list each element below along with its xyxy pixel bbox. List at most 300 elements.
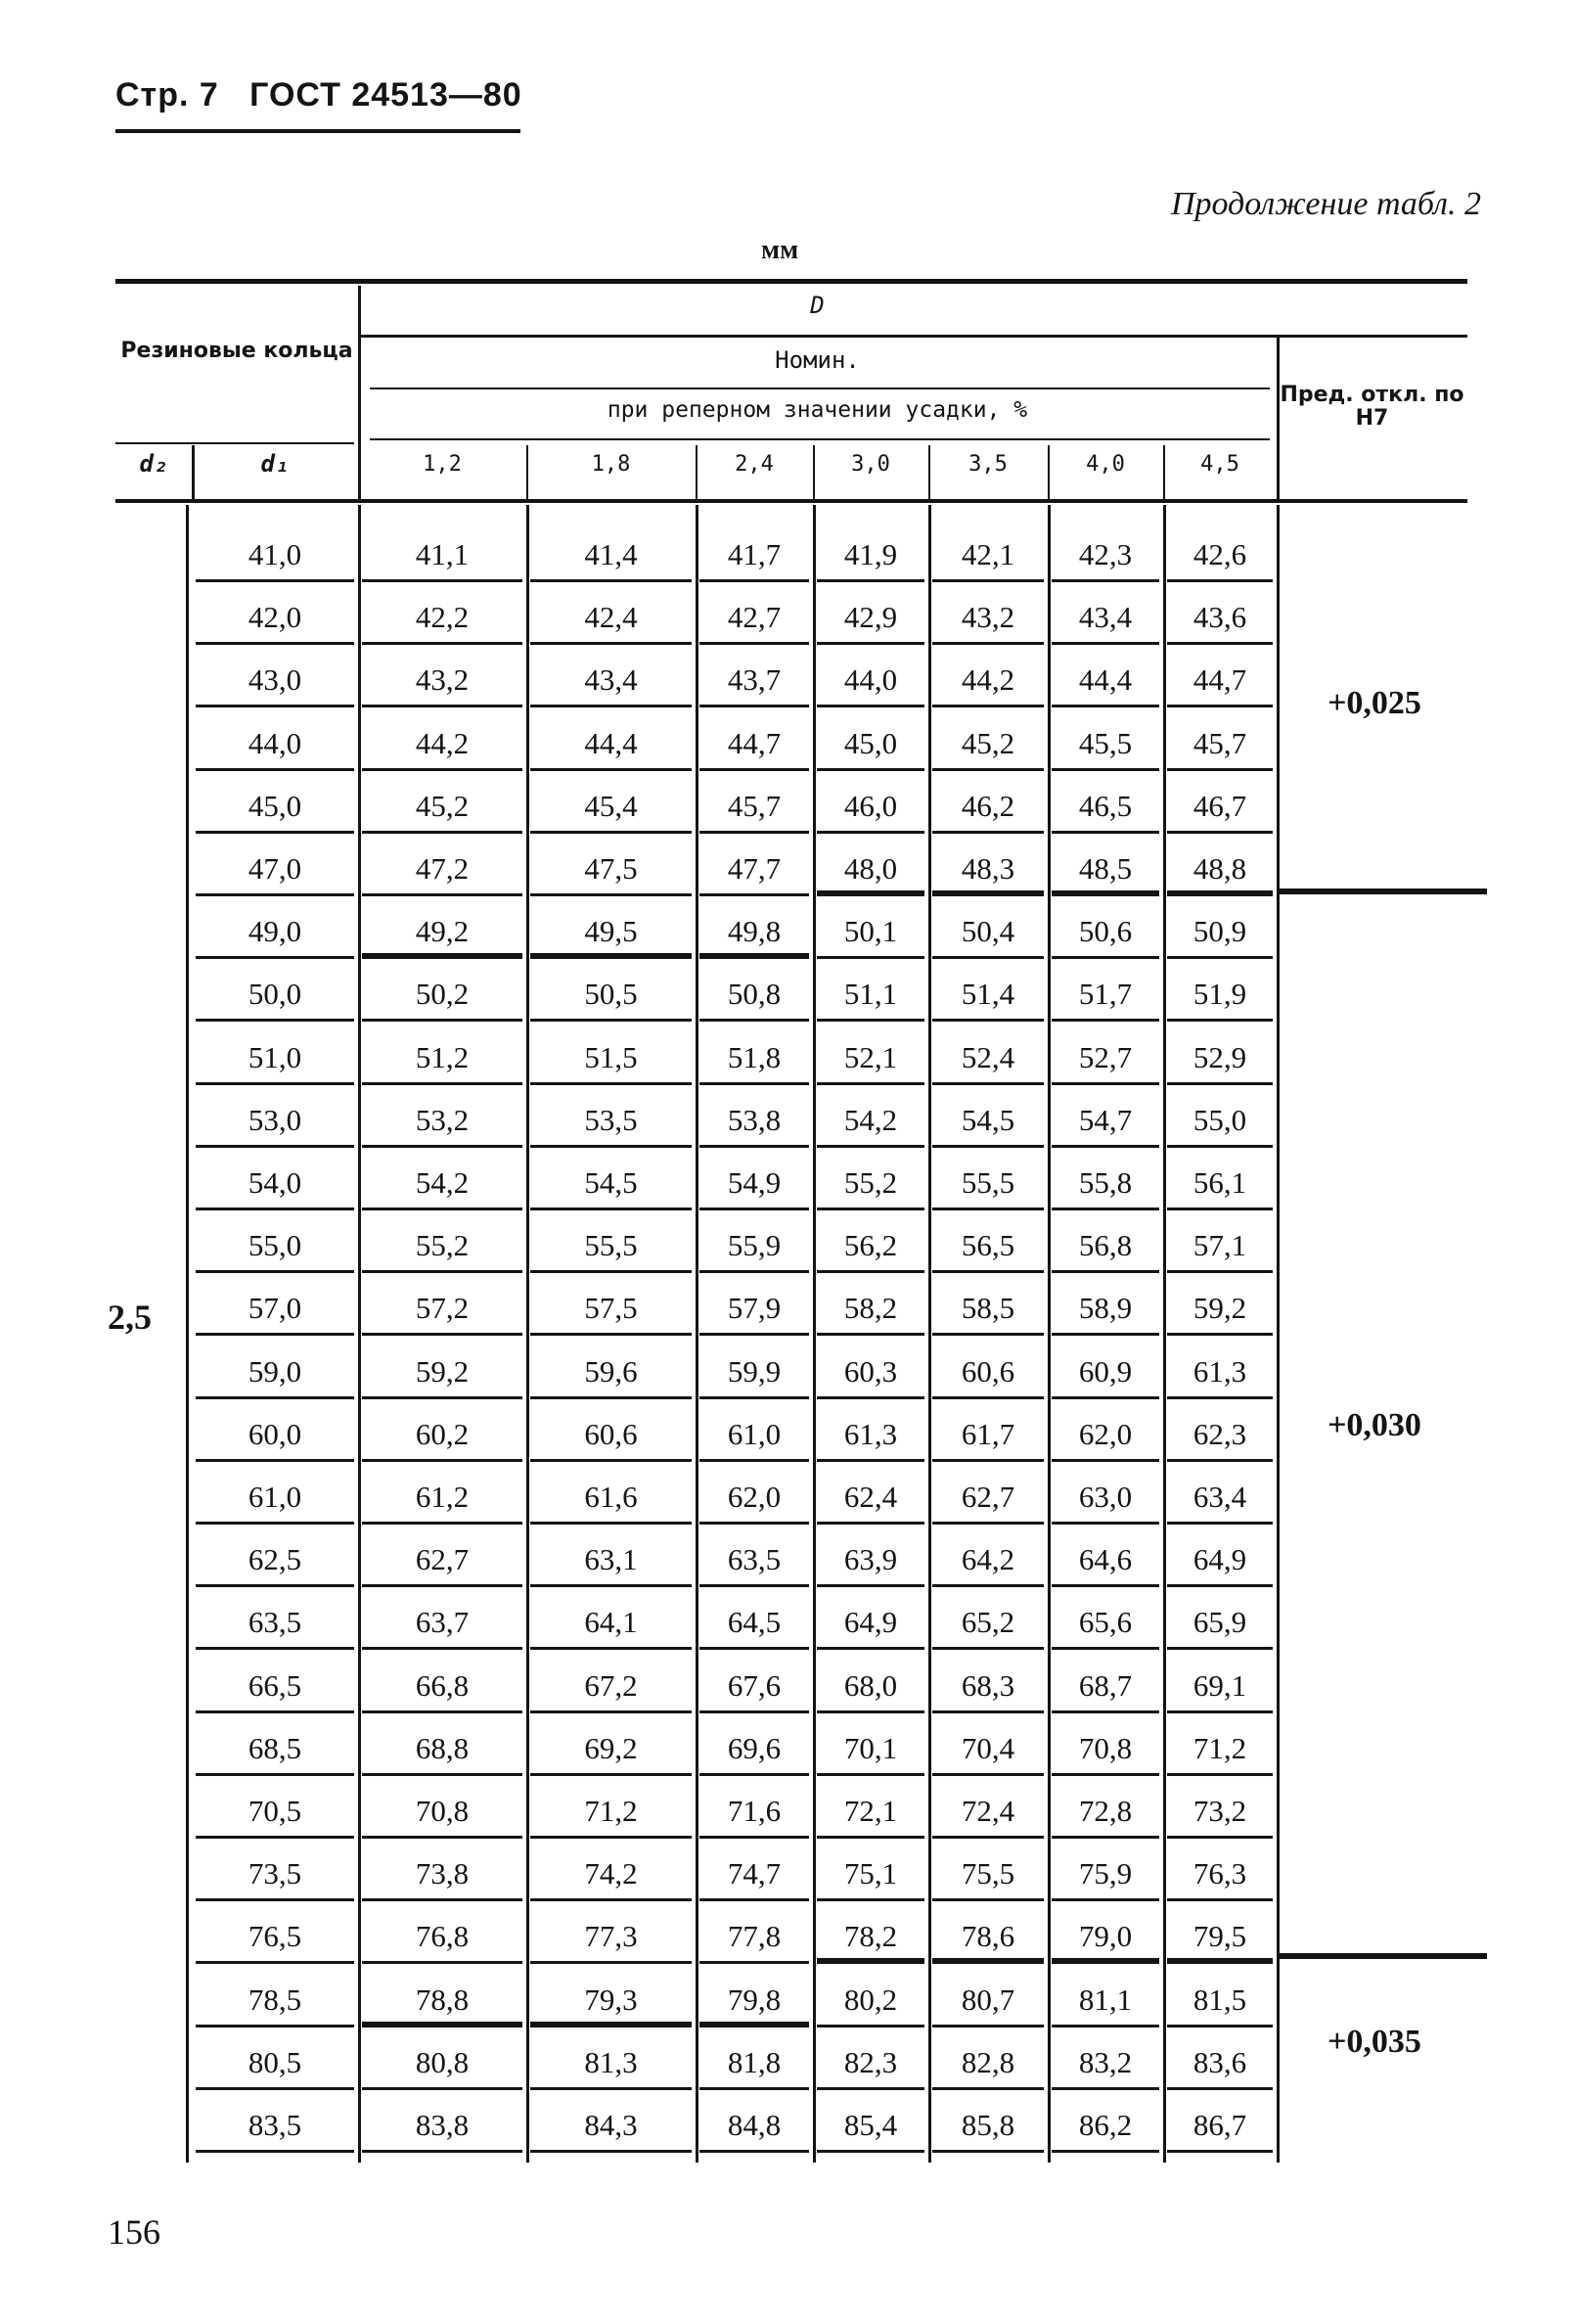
table-cell: 66,5: [192, 1664, 358, 1708]
cell-underline: [1052, 768, 1159, 771]
table-cell: 44,2: [358, 722, 526, 765]
cell-underline: [1167, 1333, 1273, 1336]
cell-underline: [699, 831, 809, 834]
table-cell: 85,4: [813, 2104, 928, 2147]
tolerance-separator-1: [1277, 889, 1487, 894]
table-cell: 72,4: [928, 1790, 1048, 1833]
table-cell: 63,5: [192, 1601, 358, 1644]
cell-underline: [699, 1710, 809, 1713]
cell-underline: [530, 1647, 692, 1650]
cell-underline: [530, 1961, 692, 1964]
table-cell: 86,7: [1163, 2104, 1277, 2147]
cell-underline: [196, 1333, 354, 1336]
cell-underline: [196, 1082, 354, 1085]
table-cell: 52,7: [1048, 1036, 1163, 1079]
table-cell: 63,1: [526, 1538, 696, 1581]
cell-underline: [817, 1836, 924, 1839]
table-cell: 75,9: [1048, 1852, 1163, 1895]
table-cell: 66,8: [358, 1664, 526, 1708]
table-cell: 61,0: [696, 1413, 813, 1456]
table-cell: 50,6: [1048, 910, 1163, 953]
cell-underline: [932, 2150, 1044, 2153]
table-cell: 70,5: [192, 1790, 358, 1833]
table-cell: 55,8: [1048, 1162, 1163, 1205]
shrink-value-3: 3,0: [851, 452, 890, 477]
table-cell: 42,2: [358, 596, 526, 639]
table-cell: 43,4: [526, 659, 696, 702]
table-cell: 57,5: [526, 1287, 696, 1330]
table-cell: 76,8: [358, 1915, 526, 1958]
d1-header: d₁: [260, 450, 290, 478]
table-cell: 43,2: [358, 659, 526, 702]
cell-underline: [1052, 1396, 1159, 1399]
table-cell: 69,2: [526, 1727, 696, 1770]
cell-underline: [699, 1522, 809, 1525]
table-cell: 47,7: [696, 847, 813, 890]
table-cell: 41,0: [192, 533, 358, 576]
cell-underline: [699, 1584, 809, 1587]
cell-underline: [817, 2087, 924, 2090]
cell-underline: [932, 579, 1044, 582]
cell-underline: [1167, 642, 1273, 645]
cell-underline: [530, 1333, 692, 1336]
table-cell: 86,2: [1048, 2104, 1163, 2147]
cell-underline: [196, 768, 354, 771]
cell-underline: [362, 1019, 522, 1022]
table-cell: 53,0: [192, 1099, 358, 1142]
cell-underline: [932, 1333, 1044, 1336]
tolerance-value-0: +0,025: [1328, 685, 1421, 721]
table-cell: 54,0: [192, 1162, 358, 1205]
cell-underline: [530, 1396, 692, 1399]
table-cell: 59,2: [1163, 1287, 1277, 1330]
cell-underline: [817, 1522, 924, 1525]
cell-underline: [362, 831, 522, 834]
cell-underline: [932, 1522, 1044, 1525]
cell-underline: [196, 1270, 354, 1273]
table-cell: 64,5: [696, 1601, 813, 1644]
cell-underline: [196, 2025, 354, 2028]
table-cell: 83,5: [192, 2104, 358, 2147]
table-cell: 64,1: [526, 1601, 696, 1644]
table-cell: 65,9: [1163, 1601, 1277, 1644]
cell-underline: [196, 642, 354, 645]
table-cell: 76,5: [192, 1915, 358, 1958]
cell-underline: [530, 2022, 692, 2028]
table-cell: 42,3: [1048, 533, 1163, 576]
table-cell: 53,8: [696, 1099, 813, 1142]
table-cell: 61,3: [813, 1413, 928, 1456]
cell-underline: [1052, 831, 1159, 834]
table-cell: 54,7: [1048, 1099, 1163, 1142]
shrink-value-6: 4,5: [1200, 452, 1239, 477]
page-header: [115, 76, 522, 114]
cell-underline: [1167, 1584, 1273, 1587]
header-bottom-rule: [115, 499, 1467, 503]
cell-underline: [196, 1961, 354, 1964]
table-cell: 75,5: [928, 1852, 1048, 1895]
table-cell: 61,0: [192, 1476, 358, 1519]
table-cell: 42,4: [526, 596, 696, 639]
cell-underline: [1052, 1208, 1159, 1210]
cell-underline: [530, 1836, 692, 1839]
cell-underline: [1167, 2150, 1273, 2153]
cell-underline: [1167, 1396, 1273, 1399]
cell-underline: [932, 1958, 1044, 1964]
cell-underline: [932, 1773, 1044, 1776]
cell-underline: [699, 705, 809, 707]
table-cell: 60,0: [192, 1413, 358, 1456]
cell-underline: [362, 1208, 522, 1210]
cell-underline: [932, 1145, 1044, 1148]
table-cell: 48,3: [928, 847, 1048, 890]
cell-underline: [817, 1208, 924, 1210]
tolerance-separator-2: [1277, 1953, 1487, 1959]
table-cell: 49,2: [358, 910, 526, 953]
table-cell: 58,2: [813, 1287, 928, 1330]
cell-underline: [530, 1459, 692, 1462]
cell-underline: [1052, 1773, 1159, 1776]
cell-underline: [530, 1898, 692, 1901]
table-cell: 62,3: [1163, 1413, 1277, 1456]
cell-underline: [530, 1082, 692, 1085]
cell-underline: [362, 642, 522, 645]
table-cell: 61,3: [1163, 1350, 1277, 1393]
table-cell: 62,4: [813, 1476, 928, 1519]
table-cell: 62,7: [358, 1538, 526, 1581]
table-cell: 56,2: [813, 1224, 928, 1267]
table-cell: 61,2: [358, 1476, 526, 1519]
units-label: мм: [761, 235, 799, 265]
cell-underline: [362, 1396, 522, 1399]
cell-underline: [362, 953, 522, 959]
cell-underline: [1052, 642, 1159, 645]
table-cell: 45,0: [192, 785, 358, 828]
table-continuation-label: Продолжение табл. 2: [1170, 186, 1481, 222]
tolerance-value-2: +0,035: [1328, 2024, 1421, 2060]
cell-underline: [1167, 1208, 1273, 1210]
cell-underline: [932, 2087, 1044, 2090]
cell-underline: [1167, 579, 1273, 582]
cell-underline: [817, 890, 924, 896]
table-cell: 68,8: [358, 1727, 526, 1770]
table-cell: 78,2: [813, 1915, 928, 1958]
cell-underline: [1052, 1333, 1159, 1336]
nomin-header: Номин.: [775, 346, 860, 374]
cell-underline: [196, 1647, 354, 1650]
cell-underline: [932, 1898, 1044, 1901]
table-cell: 50,5: [526, 973, 696, 1016]
cell-underline: [530, 1019, 692, 1022]
table-cell: 52,4: [928, 1036, 1048, 1079]
table-cell: 44,4: [526, 722, 696, 765]
d2-value: 2,5: [108, 1298, 152, 1337]
cell-underline: [817, 1773, 924, 1776]
cell-underline: [699, 1082, 809, 1085]
table-cell: 45,7: [696, 785, 813, 828]
table-cell: 81,3: [526, 2041, 696, 2084]
cell-underline: [1052, 1459, 1159, 1462]
cell-underline: [932, 1836, 1044, 1839]
table-cell: 58,5: [928, 1287, 1048, 1330]
table-cell: 73,8: [358, 1852, 526, 1895]
cell-underline: [1167, 831, 1273, 834]
table-cell: 71,2: [1163, 1727, 1277, 1770]
table-cell: 44,0: [192, 722, 358, 765]
cell-underline: [817, 1647, 924, 1650]
cell-underline: [362, 893, 522, 896]
cell-underline: [1052, 2087, 1159, 2090]
cell-underline: [362, 1836, 522, 1839]
table-cell: 44,7: [1163, 659, 1277, 702]
table-cell: 46,0: [813, 785, 928, 828]
cell-underline: [932, 1396, 1044, 1399]
shrink-value-2: 2,4: [735, 452, 774, 477]
cell-underline: [932, 1459, 1044, 1462]
table-cell: 55,0: [192, 1224, 358, 1267]
cell-underline: [817, 1270, 924, 1273]
table-cell: 48,8: [1163, 847, 1277, 890]
d2-header: d₂: [139, 450, 168, 478]
shrink-value-4: 3,5: [968, 452, 1008, 477]
table-cell: 57,9: [696, 1287, 813, 1330]
cell-underline: [362, 1333, 522, 1336]
cell-underline: [1052, 1710, 1159, 1713]
table-cell: 50,1: [813, 910, 928, 953]
cell-underline: [699, 893, 809, 896]
cell-underline: [932, 1019, 1044, 1022]
table-cell: 54,2: [358, 1162, 526, 1205]
cell-underline: [1167, 1145, 1273, 1148]
table-cell: 64,6: [1048, 1538, 1163, 1581]
cell-underline: [196, 893, 354, 896]
table-cell: 44,0: [813, 659, 928, 702]
cell-underline: [362, 2022, 522, 2028]
cell-underline: [1052, 1647, 1159, 1650]
cell-underline: [196, 1145, 354, 1148]
cell-underline: [1052, 1836, 1159, 1839]
table-cell: 55,2: [358, 1224, 526, 1267]
table-cell: 53,5: [526, 1099, 696, 1142]
cell-underline: [1167, 890, 1273, 896]
table-cell: 85,8: [928, 2104, 1048, 2147]
cell-underline: [932, 1647, 1044, 1650]
table-cell: 81,8: [696, 2041, 813, 2084]
table-cell: 80,8: [358, 2041, 526, 2084]
table-cell: 54,9: [696, 1162, 813, 1205]
table-cell: 47,2: [358, 847, 526, 890]
cell-underline: [932, 705, 1044, 707]
table-cell: 59,6: [526, 1350, 696, 1393]
cell-underline: [1052, 1019, 1159, 1022]
table-cell: 63,9: [813, 1538, 928, 1581]
cell-underline: [817, 1145, 924, 1148]
table-cell: 61,7: [928, 1413, 1048, 1456]
table-cell: 43,4: [1048, 596, 1163, 639]
table-cell: 55,2: [813, 1162, 928, 1205]
table-cell: 81,5: [1163, 1979, 1277, 2022]
cell-underline: [699, 2087, 809, 2090]
table-cell: 62,5: [192, 1538, 358, 1581]
cell-underline: [817, 1082, 924, 1085]
cell-underline: [699, 1019, 809, 1022]
table-cell: 41,7: [696, 533, 813, 576]
table-cell: 48,5: [1048, 847, 1163, 890]
table-cell: 83,8: [358, 2104, 526, 2147]
cell-underline: [1167, 705, 1273, 707]
table-cell: 70,8: [1048, 1727, 1163, 1770]
table-cell: 70,8: [358, 1790, 526, 1833]
cell-underline: [196, 2087, 354, 2090]
table-cell: 60,6: [928, 1350, 1048, 1393]
table-cell: 43,2: [928, 596, 1048, 639]
table-cell: 43,0: [192, 659, 358, 702]
table-cell: 51,5: [526, 1036, 696, 1079]
table-cell: 67,2: [526, 1664, 696, 1708]
table-cell: 52,9: [1163, 1036, 1277, 1079]
table-cell: 44,4: [1048, 659, 1163, 702]
table-cell: 79,8: [696, 1979, 813, 2022]
header-nomin-rule: [370, 387, 1270, 389]
table-cell: 83,2: [1048, 2041, 1163, 2084]
cell-underline: [1052, 1522, 1159, 1525]
cell-underline: [530, 831, 692, 834]
cell-underline: [530, 768, 692, 771]
table-cell: 59,0: [192, 1350, 358, 1393]
cell-underline: [817, 2150, 924, 2153]
table-cell: 46,7: [1163, 785, 1277, 828]
cell-underline: [817, 1710, 924, 1713]
table-cell: 82,8: [928, 2041, 1048, 2084]
table-cell: 50,9: [1163, 910, 1277, 953]
cell-underline: [530, 1208, 692, 1210]
table-cell: 42,0: [192, 596, 358, 639]
page-number: 156: [108, 2212, 160, 2252]
cell-underline: [1052, 2150, 1159, 2153]
table-cell: 81,1: [1048, 1979, 1163, 2022]
table-cell: 49,0: [192, 910, 358, 953]
cell-underline: [699, 1333, 809, 1336]
table-cell: 52,1: [813, 1036, 928, 1079]
cell-underline: [196, 1522, 354, 1525]
cell-underline: [1052, 1584, 1159, 1587]
cell-underline: [362, 1647, 522, 1650]
table-cell: 47,0: [192, 847, 358, 890]
cell-underline: [196, 579, 354, 582]
table-cell: 64,9: [813, 1601, 928, 1644]
cell-underline: [196, 705, 354, 707]
cell-underline: [1167, 1522, 1273, 1525]
table-cell: 55,5: [526, 1224, 696, 1267]
cell-underline: [362, 1145, 522, 1148]
cell-underline: [196, 1396, 354, 1399]
cell-underline: [362, 1522, 522, 1525]
cell-underline: [699, 2150, 809, 2153]
rubber-rings-header: Резиновые кольца: [120, 339, 353, 363]
table-cell: 57,0: [192, 1287, 358, 1330]
cell-underline: [1167, 1270, 1273, 1273]
table-cell: 59,9: [696, 1350, 813, 1393]
cell-underline: [196, 2150, 354, 2153]
tolerance-header: Пред. откл. по H7: [1280, 383, 1464, 431]
table-cell: 54,2: [813, 1099, 928, 1142]
tolerance-value-1: +0,030: [1328, 1407, 1421, 1443]
cell-underline: [362, 1270, 522, 1273]
table-cell: 54,5: [928, 1099, 1048, 1142]
cell-underline: [932, 768, 1044, 771]
table-cell: 42,9: [813, 596, 928, 639]
cell-underline: [817, 1459, 924, 1462]
cell-underline: [196, 831, 354, 834]
cell-underline: [699, 1647, 809, 1650]
table-cell: 68,0: [813, 1664, 928, 1708]
table-cell: 41,9: [813, 533, 928, 576]
table-cell: 50,8: [696, 973, 813, 1016]
cell-underline: [817, 1396, 924, 1399]
shrink-value-1: 1,8: [591, 452, 631, 477]
cell-underline: [530, 705, 692, 707]
table-cell: 74,2: [526, 1852, 696, 1895]
cell-underline: [196, 1208, 354, 1210]
table-cell: 71,2: [526, 1790, 696, 1833]
table-cell: 61,6: [526, 1476, 696, 1519]
table-cell: 42,6: [1163, 533, 1277, 576]
cell-underline: [1052, 890, 1159, 896]
cell-underline: [1052, 1082, 1159, 1085]
cell-underline: [362, 1898, 522, 1901]
body-vline-d2d1: [186, 505, 189, 2163]
table-cell: 49,5: [526, 910, 696, 953]
table-cell: 51,9: [1163, 973, 1277, 1016]
table-cell: 70,1: [813, 1727, 928, 1770]
table-cell: 62,0: [1048, 1413, 1163, 1456]
cell-underline: [1167, 1459, 1273, 1462]
cell-underline: [817, 1958, 924, 1964]
table-cell: 84,8: [696, 2104, 813, 2147]
table-cell: 71,6: [696, 1790, 813, 1833]
table-cell: 69,6: [696, 1727, 813, 1770]
table-cell: 53,2: [358, 1099, 526, 1142]
table-cell: 45,0: [813, 722, 928, 765]
cell-underline: [932, 1710, 1044, 1713]
table-cell: 45,2: [358, 785, 526, 828]
table-cell: 55,5: [928, 1162, 1048, 1205]
table-cell: 64,2: [928, 1538, 1048, 1581]
table-cell: 84,3: [526, 2104, 696, 2147]
cell-underline: [362, 2150, 522, 2153]
header-D-rule: [358, 335, 1467, 338]
table-cell: 68,5: [192, 1727, 358, 1770]
table-cell: 60,2: [358, 1413, 526, 1456]
cell-underline: [196, 1710, 354, 1713]
table-cell: 48,0: [813, 847, 928, 890]
shrink-value-5: 4,0: [1086, 452, 1125, 477]
header-shrink-rule: [370, 438, 1270, 440]
cell-underline: [196, 1019, 354, 1022]
cell-underline: [530, 1145, 692, 1148]
table-cell: 63,7: [358, 1601, 526, 1644]
table-cell: 55,9: [696, 1224, 813, 1267]
cell-underline: [932, 642, 1044, 645]
table-cell: 41,4: [526, 533, 696, 576]
cell-underline: [932, 1082, 1044, 1085]
cell-underline: [530, 953, 692, 959]
table-cell: 60,6: [526, 1413, 696, 1456]
table-cell: 63,5: [696, 1538, 813, 1581]
cell-underline: [1052, 1270, 1159, 1273]
table-cell: 60,3: [813, 1350, 928, 1393]
cell-underline: [362, 1584, 522, 1587]
